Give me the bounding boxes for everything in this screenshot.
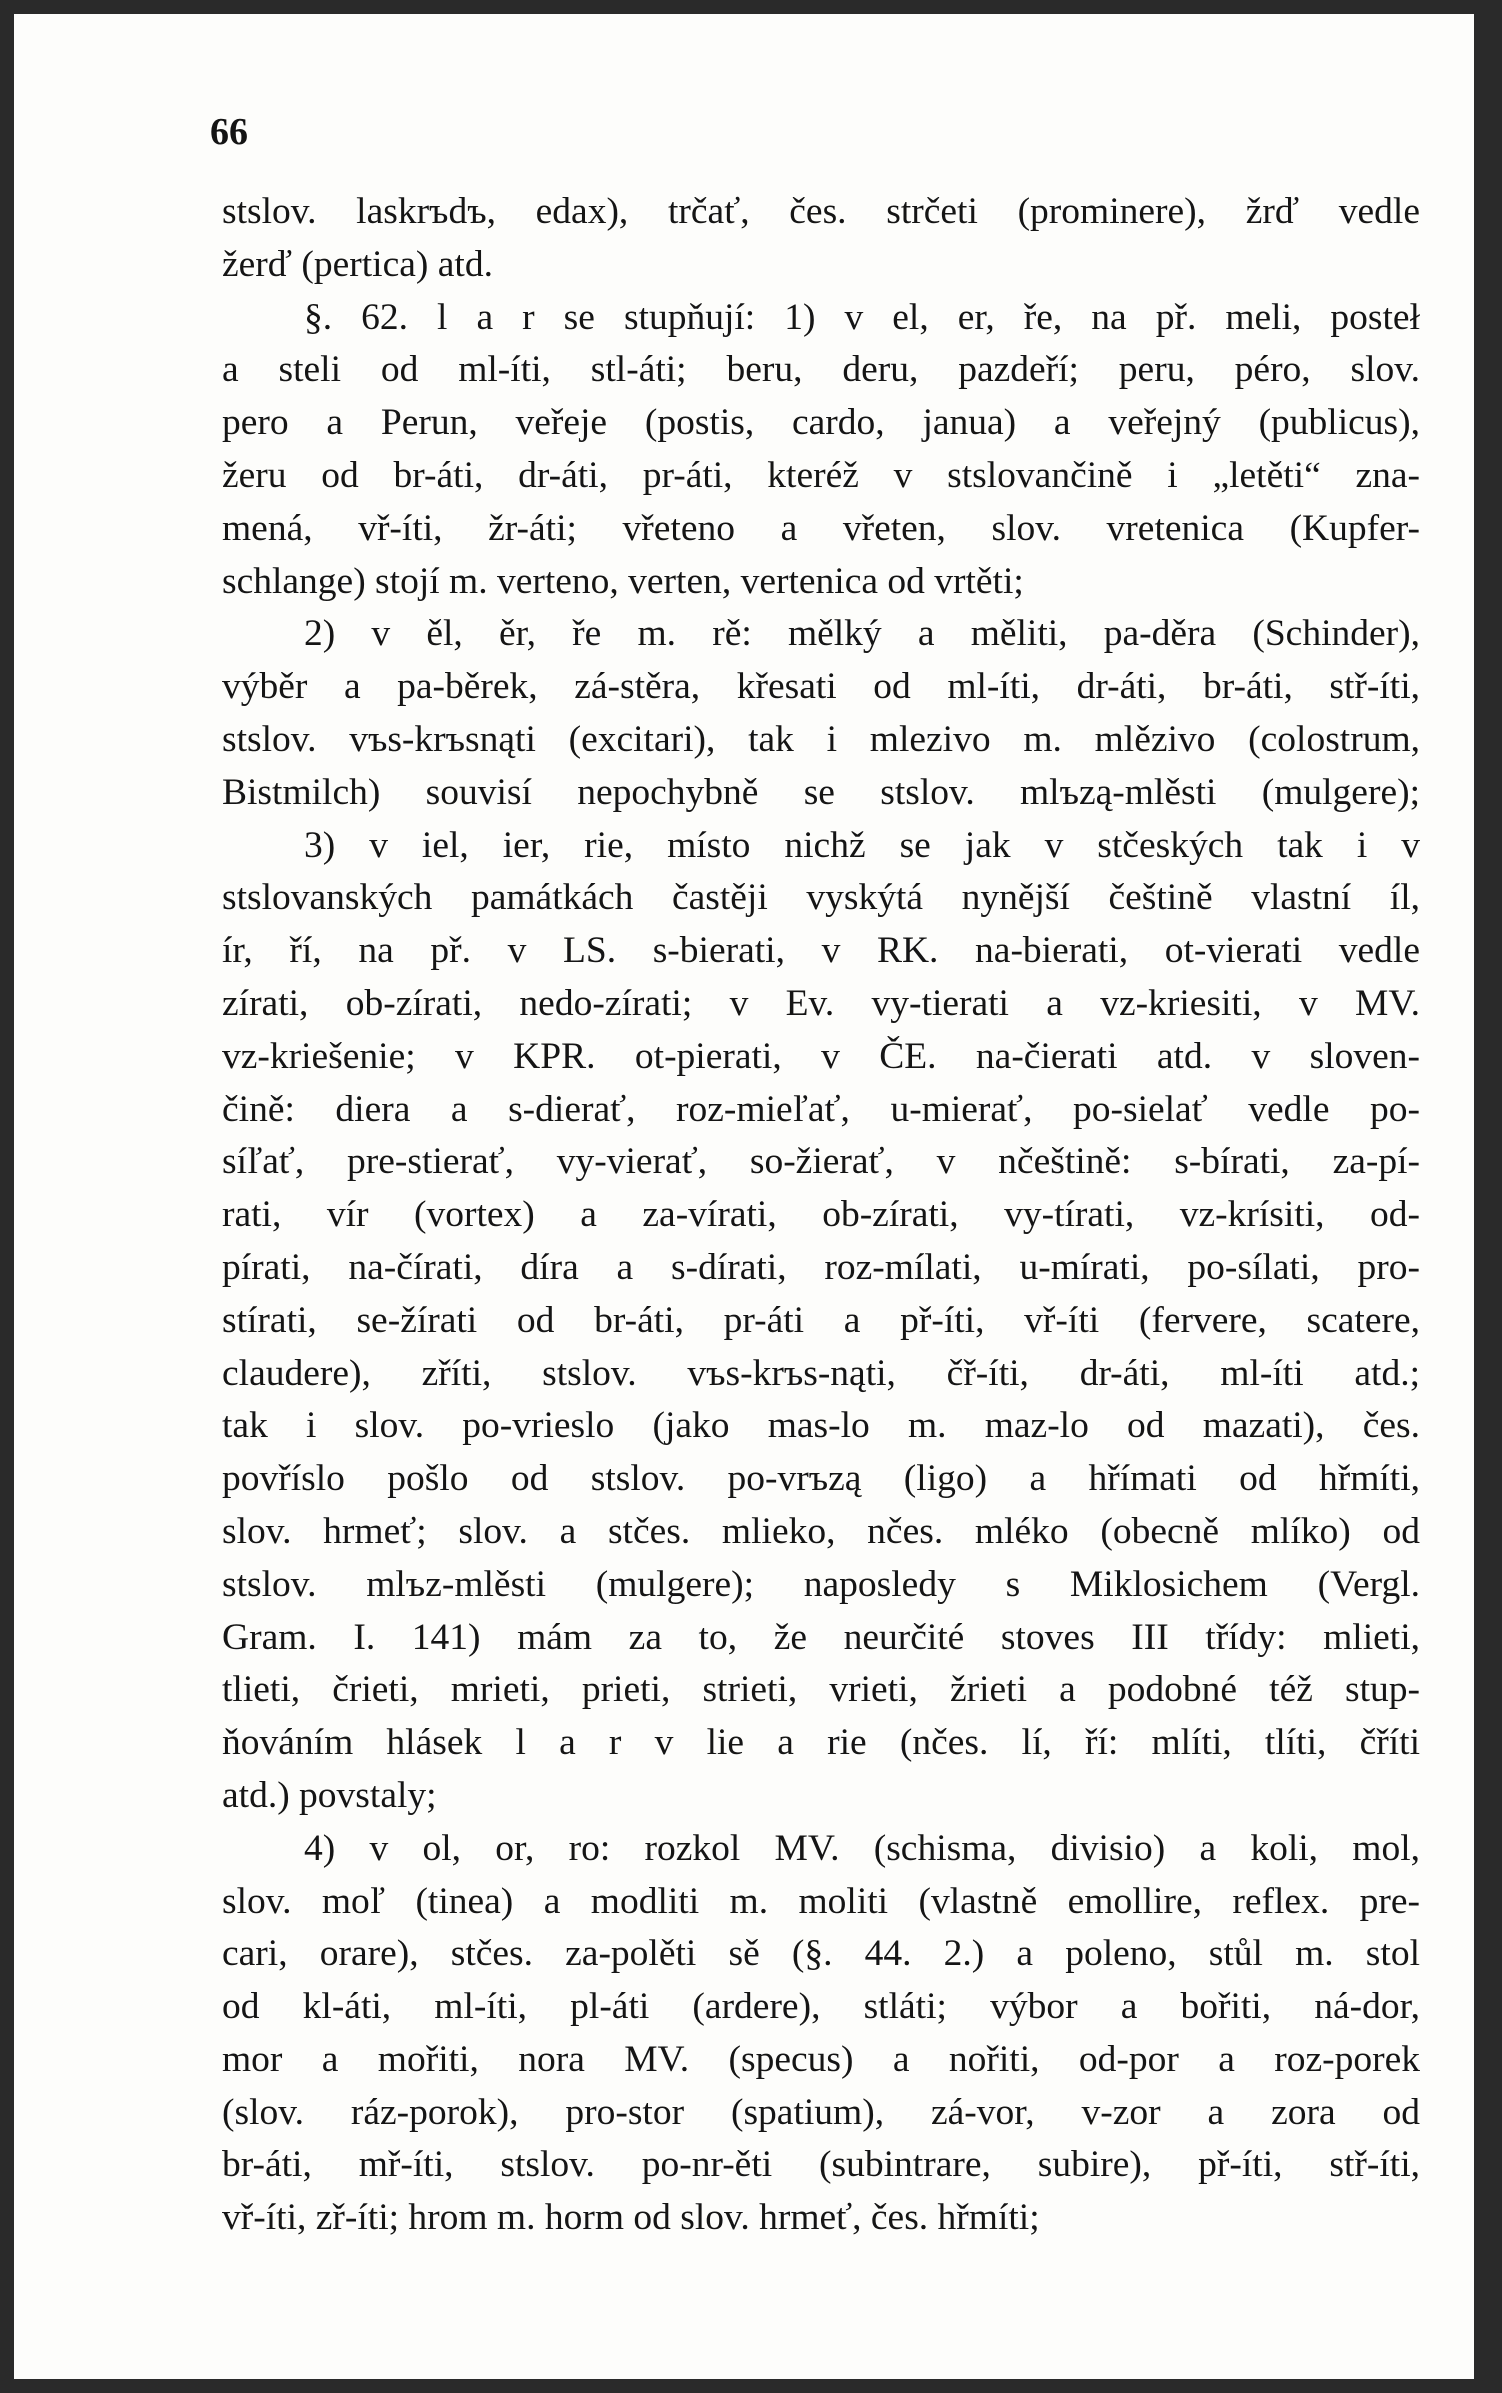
- text-line: stslov. mlъz-mlěsti (mulgere); naposledy s Miklosichem (Vergl.: [222, 1563, 1420, 1605]
- text-line: žeru od br-áti, dr-áti, pr-áti, kteréž v stslovančině i „letěti“ zna-: [222, 454, 1420, 496]
- text-line: Bistmilch) souvisí nepochybně se stslov. mlъzą-mlěsti (mulgere);: [222, 771, 1420, 813]
- text-line: zírati, ob-zírati, nedo-zírati; v Ev. vy-tierati a vz-kriesiti, v MV.: [222, 982, 1420, 1024]
- text-line: mor a mořiti, nora MV. (specus) a nořiti, od-por a roz-porek: [222, 2038, 1420, 2080]
- text-line: výběr a pa-běrek, zá-stěra, křesati od ml-íti, dr-áti, br-áti, stř-íti,: [222, 666, 1420, 708]
- text-line: atd.) povstaly;: [222, 1774, 437, 1816]
- page-text: [222, 186, 1420, 2245]
- text-line: žerď (pertica) atd.: [222, 243, 493, 285]
- text-line: vř-íti, zř-íti; hrom m. horm od slov. hrmeť, čes. hřmíti;: [222, 2197, 1040, 2239]
- text-line: br-áti, mř-íti, stslov. po-nr-ěti (subintrare, subire), př-íti, stř-íti,: [222, 2144, 1420, 2186]
- text-line: stslovanských památkách častěji vyskýtá nynější češtině vlastní íl,: [222, 877, 1420, 919]
- text-line: mená, vř-íti, žr-áti; vřeteno a vřeten, slov. vretenica (Kupfer-: [222, 507, 1420, 549]
- text-line: ňováním hlásek l a r v lie a rie (nčes. lí, ří: mlíti, tlíti, čříti: [222, 1722, 1420, 1764]
- text-line: (slov. ráz-porok), pro-stor (spatium), zá-vor, v-zor a zora od: [222, 2091, 1420, 2133]
- text-line: slov. hrmeť; slov. a stčes. mlieko, nčes. mléko (obecně mlíko) od: [222, 1510, 1420, 1552]
- text-line: 3) v iel, ier, rie, místo nichž se jak v stčeských tak i v: [304, 824, 1420, 866]
- text-line: povříslo pošlo od stslov. po-vrъzą (ligo) a hřímati od hřmíti,: [222, 1458, 1420, 1500]
- text-line: vz-kriešenie; v KPR. ot-pierati, v ČE. na-čierati atd. v sloven-: [222, 1035, 1420, 1077]
- text-line: Gram. I. 141) mám za to, že neurčité stoves III třídy: mlieti,: [222, 1616, 1420, 1658]
- text-line: 4) v ol, or, ro: rozkol MV. (schisma, divisio) a koli, mol,: [304, 1827, 1420, 1869]
- page-number: 66: [210, 111, 248, 153]
- text-line: a steli od ml-íti, stl-áti; beru, deru, pazdeří; peru, péro, slov.: [222, 349, 1420, 391]
- text-line: stírati, se-žírati od br-áti, pr-áti a př-íti, vř-íti (fervere, scatere,: [222, 1299, 1420, 1341]
- text-line: čině: diera a s-dierať, roz-mieľať, u-mierať, po-sielať vedle po-: [222, 1088, 1420, 1130]
- text-line: ír, ří, na př. v LS. s-bierati, v RK. na-bierati, ot-vierati vedle: [222, 930, 1420, 972]
- text-line: tlieti, črieti, mrieti, prieti, strieti, vrieti, žrieti a podobné též stup-: [222, 1669, 1420, 1711]
- text-line: cari, orare), stčes. za-polěti sě (§. 44. 2.) a poleno, stůl m. stol: [222, 1933, 1420, 1975]
- text-line: slov. moľ (tinea) a modliti m. moliti (vlastně emollire, reflex. pre-: [222, 1880, 1420, 1922]
- text-line: 2) v ěl, ěr, ře m. rě: mělký a měliti, pa-děra (Schinder),: [304, 613, 1420, 655]
- text-line: od kl-áti, ml-íti, pl-áti (ardere), stláti; výbor a bořiti, ná-dor,: [222, 1986, 1420, 2028]
- text-line: pírati, na-čírati, díra a s-dírati, roz-mílati, u-mírati, po-sílati, pro-: [222, 1246, 1420, 1288]
- text-line: stslov. laskrъdъ, edax), trčať, čes. strčeti (prominere), žrď vedle: [222, 191, 1420, 232]
- text-line: rati, vír (vortex) a za-vírati, ob-zírati, vy-tírati, vz-krísiti, od-: [222, 1194, 1420, 1236]
- text-line: tak i slov. po-vrieslo (jako mas-lo m. maz-lo od mazati), čes.: [222, 1405, 1420, 1447]
- book-page: [14, 14, 1474, 2379]
- text-line: síľať, pre-stierať, vy-vierať, so-žierať, v nčeštině: s-bírati, za-pí-: [222, 1141, 1420, 1183]
- text-line: claudere), zříti, stslov. vъs-krъs-nąti, čř-íti, dr-áti, ml-íti atd.;: [222, 1352, 1420, 1394]
- text-line: §. 62. l a r se stupňují: 1) v el, er, ře, na př. meli, posteł: [304, 296, 1420, 338]
- text-line: pero a Perun, veřeje (postis, cardo, janua) a veřejný (publicus),: [222, 402, 1420, 444]
- text-line: schlange) stojí m. verteno, verten, vertenica od vrtěti;: [222, 560, 1024, 602]
- text-line: stslov. vъs-krъsnąti (excitari), tak i mlezivo m. mlězivo (colostrum,: [222, 718, 1420, 760]
